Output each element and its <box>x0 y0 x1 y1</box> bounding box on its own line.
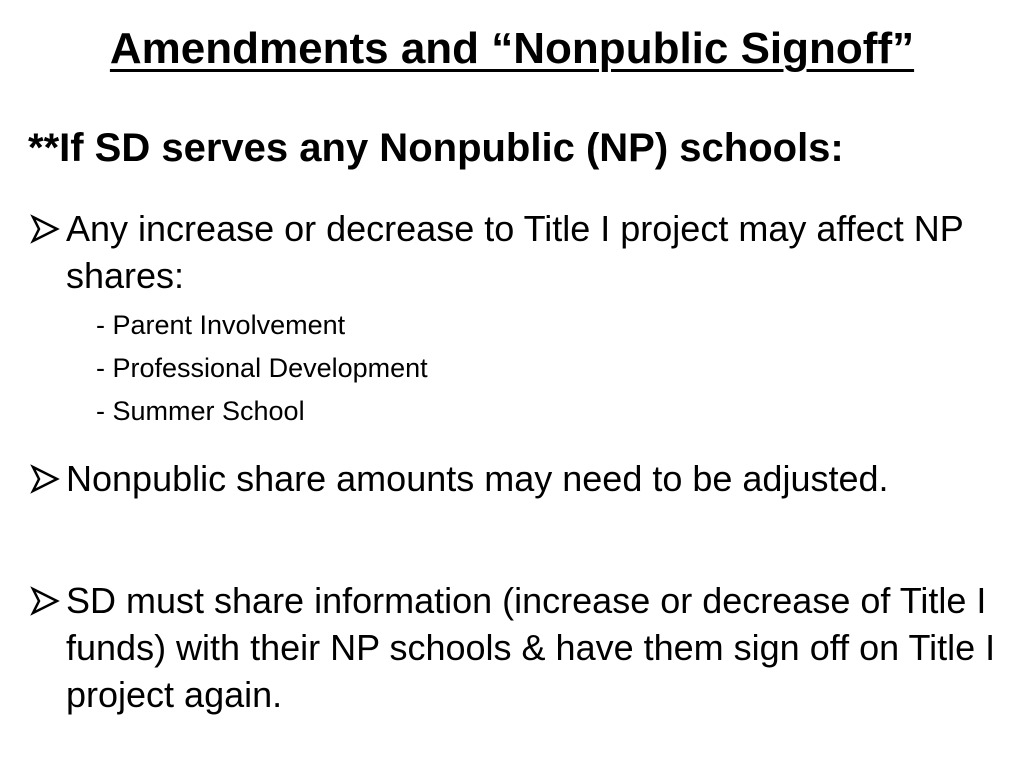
sub-item-summer-school: - Summer School <box>96 396 305 426</box>
slide-subheading: **If SD serves any Nonpublic (NP) schools: <box>28 126 844 170</box>
arrow-bullet-icon <box>28 464 60 494</box>
sub-item-professional-development: - Professional Development <box>96 353 428 383</box>
bullet-item-2 <box>28 455 908 502</box>
bullet-item-1 <box>28 205 1008 299</box>
sub-item-list <box>96 304 428 433</box>
bullet-text: SD must share information (increase or decrease of Title I funds) with their NP schools & have them sign off on Title I project again. <box>66 580 996 715</box>
sub-item-parent-involvement: - Parent Involvement <box>96 310 346 340</box>
bullet-text: Nonpublic share amounts may need to be adjusted. <box>66 458 889 499</box>
bullet-text: Any increase or decrease to Title I project may affect NP shares: <box>66 208 964 296</box>
bullet-item-3 <box>28 577 1008 718</box>
slide-title: Amendments and “Nonpublic Signoff” <box>109 24 915 73</box>
arrow-bullet-icon <box>28 214 60 244</box>
arrow-bullet-icon <box>28 586 60 616</box>
